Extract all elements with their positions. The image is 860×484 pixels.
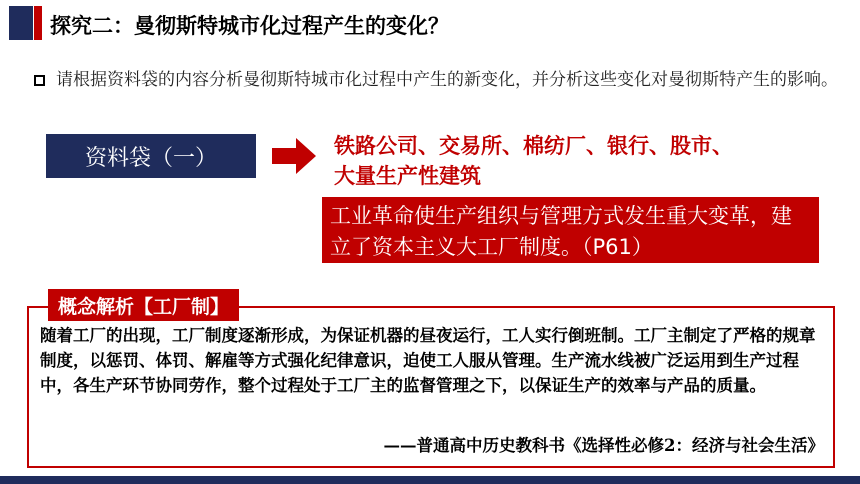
source-citation: ——普通高中历史教科书《选择性必修2：经济与社会生活》 [383, 436, 824, 455]
conclusion-box: 工业革命使生产组织与管理方式发生重大变革，建立了资本主义大工厂制度。（P61） [322, 197, 819, 263]
material-bag-label: 资料袋（一） [46, 134, 256, 178]
page-title: 探究二：曼彻斯特城市化过程产生的变化？ [50, 13, 449, 38]
material-list-line-1: 铁路公司、交易所、棉纺厂、银行、股市、 [334, 134, 733, 158]
concept-text: 随着工厂的出现，工厂制度逐渐形成，为保证机器的昼夜运行，工人实行倒班制。工厂主制定了严格的规章制度，以惩罚、体罚、解雇等方式强化纪律意识，迫使工人服从管理。生产流水线被广泛运用到生产过程中，各生产环节协同劳作，整个过程处于工厂主的监督管理之下，以保证生产的效率与产品的质量。 [40, 326, 816, 395]
title-accent-red [34, 6, 42, 40]
bottom-accent-bar [0, 476, 860, 484]
concept-label: 概念解析【工厂制】 [48, 289, 239, 321]
bullet-square-icon [34, 75, 45, 86]
title-accent-navy [9, 6, 33, 40]
right-arrow-icon [272, 138, 316, 174]
material-list [334, 131, 834, 191]
material-list-line-2: 大量生产性建筑 [334, 164, 481, 188]
instruction-text: 请根据资料袋的内容分析曼彻斯特城市化过程中产生的新变化，并分析这些变化对曼彻斯特产生的影响。 [56, 70, 838, 90]
